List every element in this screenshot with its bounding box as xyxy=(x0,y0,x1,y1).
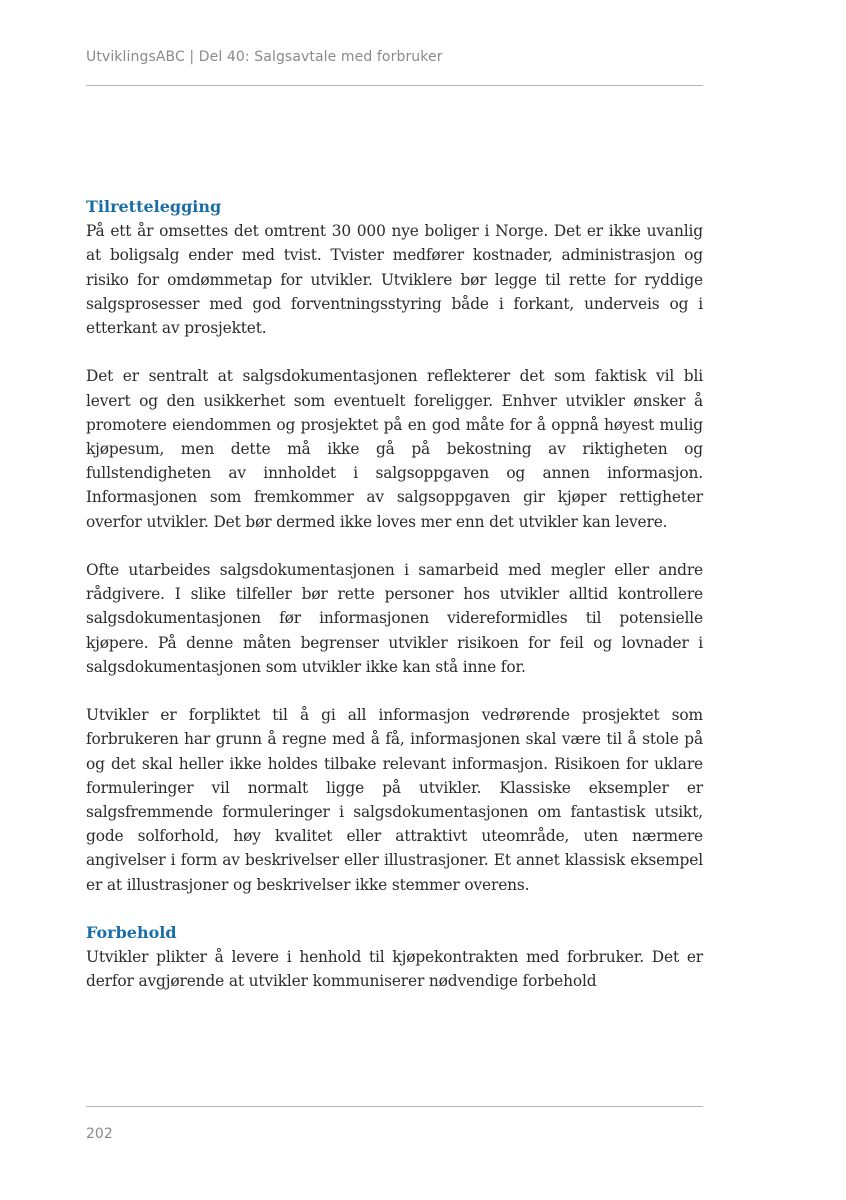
page-body xyxy=(86,195,703,994)
running-header: UtviklingsABC | Del 40: Salgsavtale med forbruker xyxy=(86,49,443,65)
footer-rule xyxy=(86,1106,703,1107)
section-heading-tilrettelegging: Tilrettelegging xyxy=(86,197,222,216)
header-rule xyxy=(86,85,703,86)
paragraph: På ett år omsettes det omtrent 30 000 nye boliger i Norge. Det er ikke uvanlig at boligsalg ender med tvist. Tvister medfører kostnader, administrasjon og risiko for omdømmetap for utvikler. Utviklere bør legge til rette for ryddige salgsprosesser med god forventningsstyring både i forkant, underveis og i etterkant av prosjektet. xyxy=(86,222,703,338)
paragraph: Utvikler er forpliktet til å gi all informasjon vedrørende prosjektet som forbrukeren har grunn å regne med å få, informasjonen skal være til å stole på og det skal heller ikke holdes tilbake relevant informasjon. Risikoen for uklare formuleringer vil normalt ligge på utvikler. Klassiske eksempler er salgsfremmende formuleringer i salgsdokumentasjonen om fantastisk utsikt, gode solforhold, høy kvalitet eller attraktivt uteområde, uten nærmere angivelser i form av beskrivelser eller illustrasjoner. Et annet klassisk eksempel er at illustrasjoner og beskrivelser ikke stemmer overens. xyxy=(86,706,703,894)
paragraph: Det er sentralt at salgsdokumentasjonen reflekterer det som faktisk vil bli levert og den usikkerhet som eventuelt foreligger. Enhver utvikler ønsker å promotere eiendommen og prosjektet på en god måte for å oppnå høyest mulig kjøpesum, men dette må ikke gå på bekostning av riktigheten og fullstendigheten av innholdet i salgsoppgaven og annen informasjon. Informasjonen som fremkommer av salgsoppgaven gir kjøper rettigheter overfor utvikler. Det bør dermed ikke loves mer enn det utvikler kan levere. xyxy=(86,367,703,531)
page-number: 202 xyxy=(86,1126,113,1142)
paragraph: Utvikler plikter å levere i henhold til kjøpekontrakten med forbruker. Det er derfor avgjørende at utvikler kommuniserer nødvendige forbehold xyxy=(86,948,703,991)
section-heading-forbehold: Forbehold xyxy=(86,923,177,943)
paragraph: Ofte utarbeides salgsdokumentasjonen i samarbeid med megler eller andre rådgivere. I slike tilfeller bør rette personer hos utvikler alltid kontrollere salgsdokumentasjonen før informasjonen videreformidles til potensielle kjøpere. På denne måten begrenser utvikler risikoen for feil og lovnader i salgsdokumentasjonen som utvikler ikke kan stå inne for. xyxy=(86,561,703,676)
